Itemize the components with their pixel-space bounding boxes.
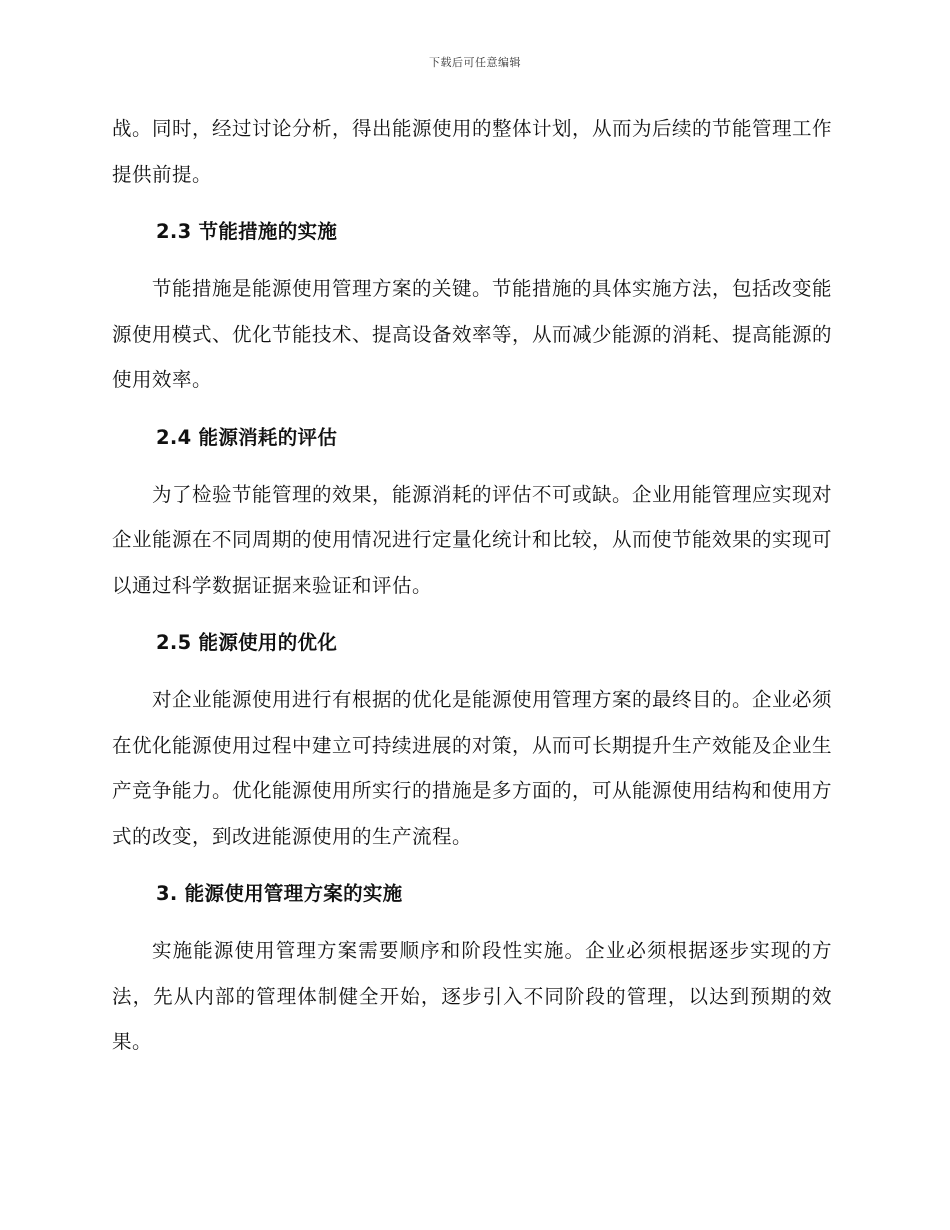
paragraph-2-3: 节能措施是能源使用管理方案的关键。节能措施的具体实施方法，包括改变能源使用模式、优化节能技术、提高设备效率等，从而减少能源的消耗、提高能源的使用效率。 [112, 277, 833, 391]
paragraph-3: 实施能源使用管理方案需要顺序和阶段性实施。企业必须根据逐步实现的方法，先从内部的管理体制健全开始，逐步引入不同阶段的管理，以达到预期的效果。 [112, 939, 832, 1053]
paragraph-continuation: 战。同时，经过讨论分析，得出能源使用的整体计划，从而为后续的节能管理工作提供前提。 [112, 117, 833, 186]
section-heading-2-4: 2.4 能源消耗的评估 [156, 425, 338, 449]
section-heading-2-3: 2.3 节能措施的实施 [156, 220, 338, 243]
paragraph-2-5: 对企业能源使用进行有根据的优化是能源使用管理方案的最终目的。企业必须在优化能源使用过程中建立可持续进展的对策，从而可长期提升生产效能及企业生产竞争能力。优化能源使用所实行的措施是多方面的，可从能源使用结构和使用方式的改变，到改进能源使用的生产流程。 [112, 688, 833, 848]
document-body [112, 106, 832, 1065]
paragraph-2-4: 为了检验节能管理的效果，能源消耗的评估不可或缺。企业用能管理应实现对企业能源在不同周期的使用情况进行定量化统计和比较，从而使节能效果的实现可以通过科学数据证据来验证和评估。 [112, 482, 833, 597]
section-heading-3: 3. 能源使用管理方案的实施 [156, 882, 403, 905]
page-header-note: 下载后可任意编辑 [429, 56, 521, 69]
section-heading-2-5: 2.5 能源使用的优化 [156, 631, 338, 654]
